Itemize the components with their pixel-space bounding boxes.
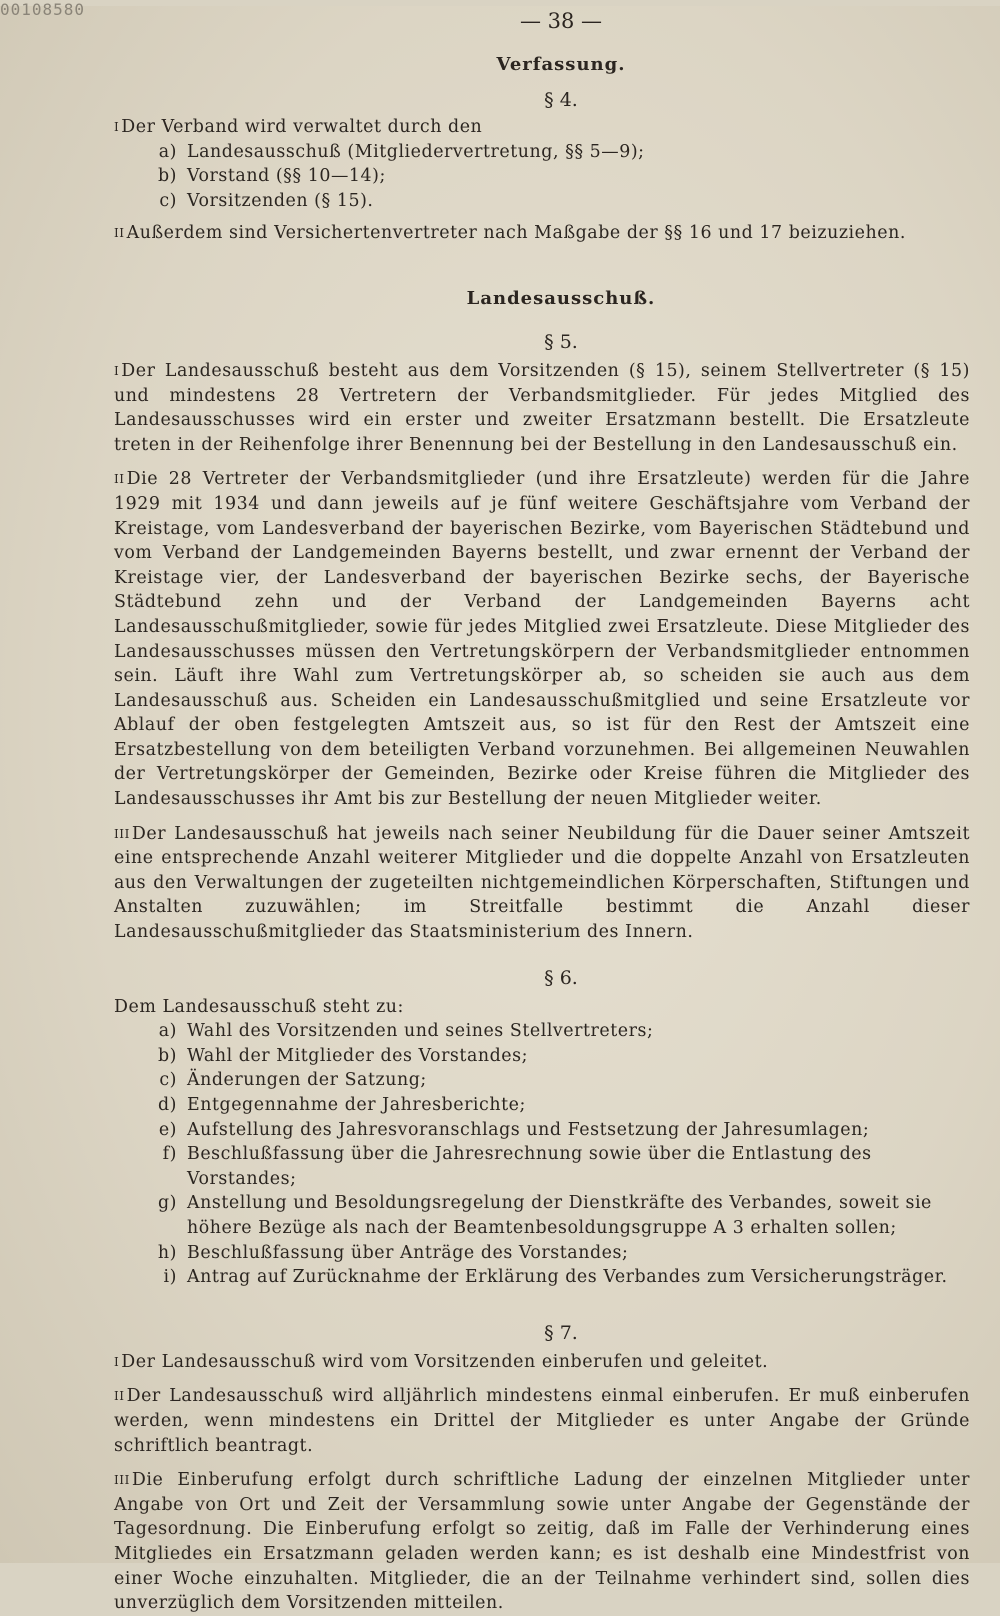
roman-numeral: II (114, 472, 125, 487)
s6-item-b (82, 1044, 970, 1069)
s5-paragraph-1 (82, 359, 970, 457)
section-4-mark: § 4. (544, 89, 578, 111)
paragraph-text: Der Landesausschuß besteht aus dem Vorsitzenden (§ 15), seinem Stellvertreter (§ 15) und mindestens 28 Vertretern der Verbandsmitglieder. Für jedes Mitglied des Landesausschusses wird ein erster und zweiter Ersatzmann bestellt. Die Ersatzleute treten in der Reihenfolge ihrer Benennung bei der Bestellung in den Landesausschuß ein. (114, 360, 970, 455)
s6-item-c (82, 1068, 970, 1093)
item-text: Aufstellung des Jahresvoranschlags und Festsetzung der Jahresumlagen; (187, 1119, 870, 1140)
item-label: c) (159, 190, 177, 211)
s4-paragraph-2 (82, 221, 970, 246)
s4-paragraph-1 (82, 115, 970, 140)
item-label: c) (159, 1070, 177, 1091)
archive-stamp: 00108580 (0, 0, 86, 19)
item-text: Vorstand (§§ 10—14); (187, 166, 386, 187)
item-text: Entgegennahme der Jahresberichte; (187, 1095, 526, 1115)
item-label: d) (157, 1095, 177, 1115)
item-text: Wahl des Vorsitzenden und seines Stellvertreters; (187, 1021, 654, 1042)
paragraph-text: Die 28 Vertreter der Verbandsmitglieder (und ihre Ersatzleute) werden für die Jahre 1929 mit 1934 und dann jeweils auf je fünf weitere Geschäftsjahre vom Verband der Kreistage, vom Landesverband der bayerischen Bezirke, vom Bayerischen Städtebund und vom Verband der Landgemeinden Bayerns bestellt, und zwar ernennt der Verband der Kreistage vier, der Landesverband der bayerischen Bezirke sechs, der Bayerische Städtebund zehn und der Verband der Landgemeinden Bayerns acht Landesausschußmitglieder, sowie für jedes Mitglied zwei Ersatzleute. Diese Mitglieder des Landesausschusses müssen den Vertretungskörpern der Verbandsmitglieder entnommen sein. Läuft ihre Wahl zum Vertretungskörper ab, so scheiden sie auch aus dem Landesausschuß aus. Scheiden ein Landesausschußmitglied und seine Ersatzleute vor Ablauf der oben festgelegten Amtszeit aus, so ist für den Rest der Amtszeit eine Ersatzbestellung von dem beteiligten Verband vorzunehmen. Bei allgemeinen Neuwahlen der Vertretungskörper der Gemeinden, Bezirke oder Kreise führen die Mitglieder des Landesausschusses ihr Amt bis zur Bestellung der neuen Mitglieder weiter. (114, 469, 970, 810)
item-text: Beschlußfassung über die Jahresrechnung sowie über die Entlastung des Vorstandes; (187, 1144, 872, 1189)
heading-verfassung: Verfassung. (496, 54, 626, 75)
item-label: i) (163, 1267, 177, 1288)
roman-numeral: III (114, 1473, 130, 1488)
item-text: Beschlußfassung über Anträge des Vorstandes; (187, 1242, 629, 1263)
item-label: b) (157, 166, 177, 187)
paragraph-text: Der Landesausschuß hat jeweils nach seiner Neubildung für die Dauer seiner Amtszeit eine entsprechende Anzahl weiterer Mitglieder und die doppelte Anzahl von Ersatzleuten aus den Verwaltungen der zugeteilten nichtgemeindlichen Körperschaften, Stiftungen und Anstalten zuzuwählen; im Streitfalle bestimmt die Anzahl dieser Landesausschußmitglieder das Staatsministerium des Innern. (114, 823, 970, 943)
s5-paragraph-2 (82, 467, 970, 811)
item-text: Vorsitzenden (§ 15). (187, 190, 374, 211)
paragraph-text: Der Verband wird verwaltet durch den (121, 117, 483, 137)
s6-item-f (82, 1142, 970, 1191)
item-label: a) (158, 141, 177, 162)
s7-paragraph-1 (82, 1350, 970, 1375)
s6-item-g (82, 1191, 970, 1240)
item-text: Wahl der Mitglieder des Vorstandes; (187, 1045, 529, 1066)
roman-numeral: I (114, 363, 120, 378)
s6-item-i (82, 1265, 970, 1290)
item-text: Landesausschuß (Mitgliedervertretung, §§ 5—9); (187, 141, 645, 162)
s4-item-b (82, 164, 970, 189)
paragraph-text: Der Landesausschuß wird alljährlich mindestens einmal einberufen. Er muß einberufen werden, wenn mindestens ein Drittel der Mitglieder es unter Angabe der Gründe schriftlich beantragt. (114, 1386, 970, 1456)
item-label: e) (158, 1119, 177, 1140)
s7-paragraph-2 (82, 1384, 970, 1458)
roman-numeral: II (114, 1389, 125, 1404)
s4-item-c (82, 189, 970, 214)
section-5-mark: § 5. (544, 330, 578, 353)
page-number: — 38 — (519, 9, 603, 33)
roman-numeral: I (114, 120, 120, 134)
s6-item-a (82, 1019, 970, 1044)
heading-landesausschuss: Landesausschuß. (466, 287, 656, 309)
s5-paragraph-3 (82, 822, 970, 945)
item-text: Antrag auf Zurücknahme der Erklärung des Verbandes zum Versicherungsträger. (187, 1267, 948, 1288)
item-text: Änderungen der Satzung; (187, 1070, 427, 1091)
paragraph-text: Die Einberufung erfolgt durch schriftliche Ladung der einzelnen Mitglieder unter Angabe von Ort und Zeit der Versammlung sowie unter Angabe der Gegenstände der Tagesordnung. Die Einberufung erfolgt so zeitig, daß im Falle der Verhinderung eines Mitgliedes ein Ersatzmann geladen werden kann; es ist deshalb eine Mindestfrist von einer Woche einzuhalten. Mitglieder, die an der Teilnahme verhindert sind, sollen dies unverzüglich dem Vorsitzenden mitteilen. (114, 1470, 970, 1614)
item-label: f) (162, 1144, 177, 1165)
paragraph-text: Der Landesausschuß wird vom Vorsitzenden einberufen und geleitet. (121, 1351, 769, 1372)
item-label: a) (158, 1021, 177, 1042)
item-label: b) (157, 1045, 177, 1066)
roman-numeral: II (114, 226, 125, 241)
paragraph-text: Außerdem sind Versichertenvertreter nach Maßgabe der §§ 16 und 17 beizuziehen. (126, 223, 906, 244)
roman-numeral: I (114, 1354, 120, 1369)
s7-paragraph-3 (82, 1468, 970, 1616)
s6-item-d (82, 1093, 970, 1118)
s6-item-e (82, 1118, 970, 1143)
roman-numeral: III (114, 826, 130, 841)
item-label: g) (157, 1193, 177, 1214)
s6-intro: Dem Landesausschuß steht zu: (114, 996, 404, 1017)
section-7-mark: § 7. (544, 1321, 578, 1344)
item-label: h) (157, 1242, 177, 1263)
section-6-mark: § 6. (544, 966, 578, 989)
s4-item-a (82, 140, 970, 165)
s6-item-h (82, 1241, 970, 1266)
item-text: Anstellung und Besoldungsregelung der Dienstkräfte des Verbandes, soweit sie höhere Bezüge als nach der Beamtenbesoldungsgruppe A 3 erhalten sollen; (187, 1193, 932, 1238)
